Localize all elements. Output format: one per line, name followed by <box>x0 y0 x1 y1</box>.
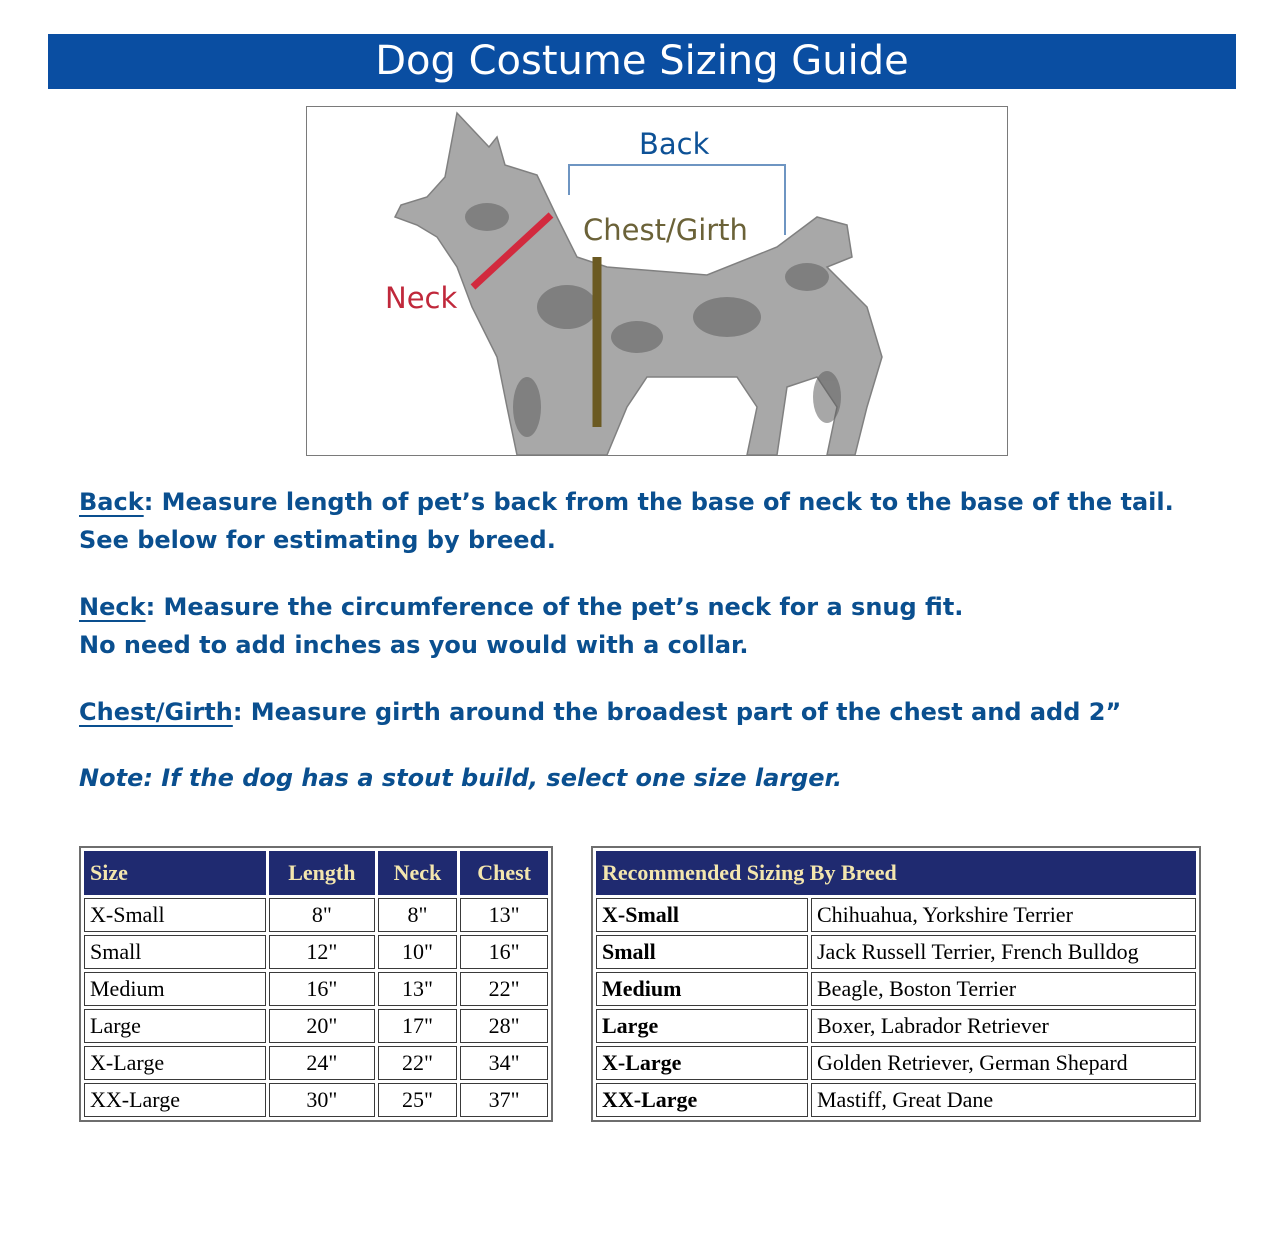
col-header-chest: Chest <box>460 851 548 895</box>
breed-table-header: Recommended Sizing By Breed <box>596 851 1196 895</box>
table-row: Medium Beagle, Boston Terrier <box>596 972 1196 1006</box>
table-row: XX-Large Mastiff, Great Dane <box>596 1083 1196 1117</box>
chest-instruction: Chest/Girth: Measure girth around the broadest part of the chest and add 2” <box>79 698 1122 726</box>
neck-label: Neck <box>385 281 458 315</box>
table-row: X-Large Golden Retriever, German Shepard <box>596 1046 1196 1080</box>
table-header-row <box>596 851 1196 895</box>
back-key: Back <box>79 488 144 516</box>
breed-sizing-table <box>591 846 1201 1122</box>
neck-instruction: Neck: Measure the circumference of the pet’s neck for a snug fit. No need to add inches as you would with a collar. <box>79 593 964 659</box>
col-header-neck: Neck <box>378 851 458 895</box>
size-chart-table <box>79 846 553 1122</box>
stout-build-note: Note: If the dog has a stout build, select one size larger. <box>79 764 843 792</box>
table-row: Medium 16" 13" 22" <box>84 972 548 1006</box>
chest-key: Chest/Girth <box>79 698 233 726</box>
table-row: X-Small 8" 8" 13" <box>84 898 548 932</box>
table-row: X-Small Chihuahua, Yorkshire Terrier <box>596 898 1196 932</box>
chest-girth-label: Chest/Girth <box>583 213 748 247</box>
table-row: Small 12" 10" 16" <box>84 935 548 969</box>
table-row: X-Large 24" 22" 34" <box>84 1046 548 1080</box>
page-title: Dog Costume Sizing Guide <box>48 34 1236 89</box>
table-header-row <box>84 851 548 895</box>
table-row: Large Boxer, Labrador Retriever <box>596 1009 1196 1043</box>
table-row: Small Jack Russell Terrier, French Bulldog <box>596 935 1196 969</box>
col-header-size: Size <box>84 851 266 895</box>
table-row: Large 20" 17" 28" <box>84 1009 548 1043</box>
back-instruction: Back: Measure length of pet’s back from the base of neck to the base of the tail. See below for estimating by breed. <box>79 488 1174 554</box>
dog-measurement-diagram <box>306 106 1008 456</box>
col-header-length: Length <box>269 851 375 895</box>
neck-key: Neck <box>79 593 146 621</box>
back-label: Back <box>639 127 710 161</box>
table-row: XX-Large 30" 25" 37" <box>84 1083 548 1117</box>
